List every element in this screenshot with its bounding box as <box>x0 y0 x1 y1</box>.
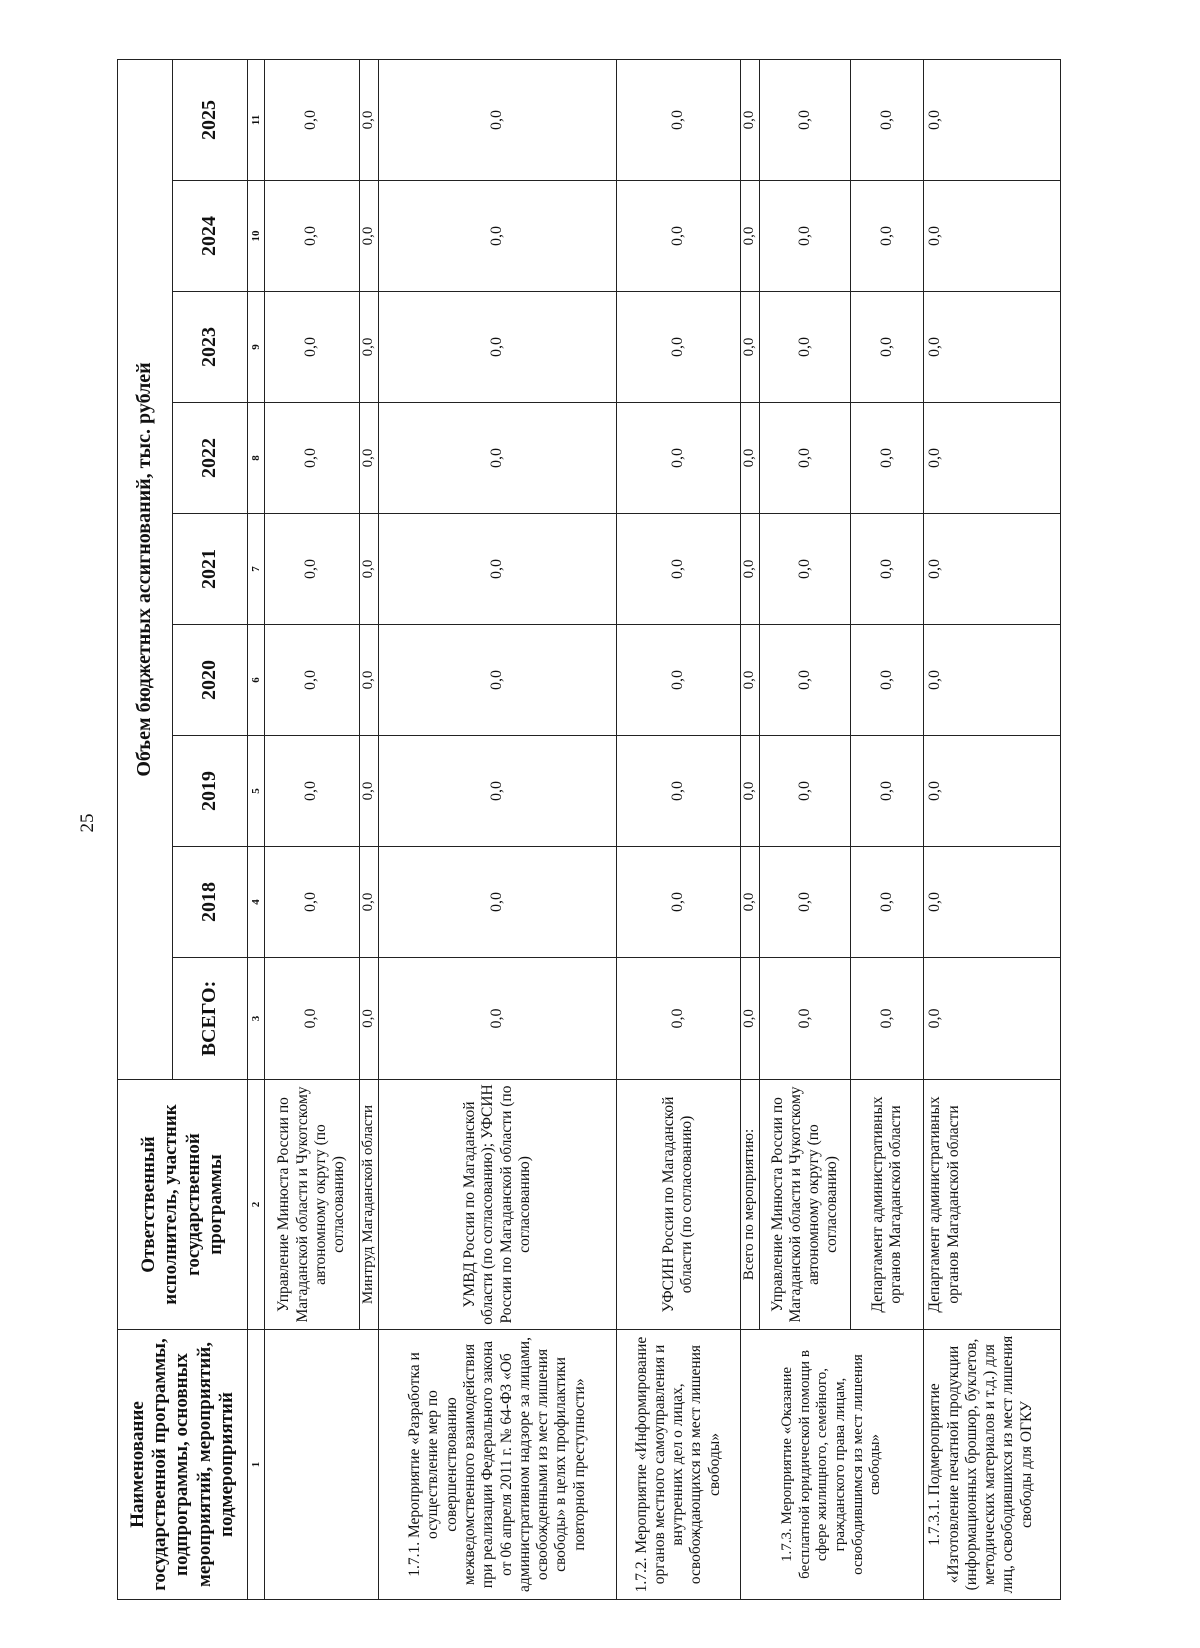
row-value: 0,0 <box>740 181 760 292</box>
row-value: 0,0 <box>850 514 924 625</box>
row-value: 0,0 <box>740 403 760 514</box>
col-number: 1 <box>248 1330 265 1600</box>
row-value: 0,0 <box>850 292 924 403</box>
row-value: 0,0 <box>265 625 360 736</box>
row-value: 0,0 <box>379 625 616 736</box>
budget-table <box>117 59 1061 1600</box>
row-value: 0,0 <box>924 292 1061 403</box>
row-value: 0,0 <box>740 847 760 958</box>
header-year: 2025 <box>172 59 248 180</box>
header-year: 2019 <box>172 736 248 847</box>
row-value: 0,0 <box>265 736 360 847</box>
row-value: 0,0 <box>616 403 740 514</box>
header-year: 2024 <box>172 181 248 292</box>
row-value: 0,0 <box>265 403 360 514</box>
header-year: 2022 <box>172 403 248 514</box>
row-value: 0,0 <box>265 514 360 625</box>
row-value: 0,0 <box>760 847 850 958</box>
row-value: 0,0 <box>924 514 1061 625</box>
row-value: 0,0 <box>359 736 379 847</box>
row-value: 0,0 <box>850 59 924 180</box>
col-number: 10 <box>248 181 265 292</box>
col-number: 7 <box>248 514 265 625</box>
row-value: 0,0 <box>616 958 740 1080</box>
table-row <box>740 59 760 1599</box>
col-number: 4 <box>248 847 265 958</box>
row-value: 0,0 <box>760 514 850 625</box>
col-number: 11 <box>248 59 265 180</box>
row-value: 0,0 <box>265 181 360 292</box>
row-value: 0,0 <box>265 292 360 403</box>
row-value: 0,0 <box>850 403 924 514</box>
row-value: 0,0 <box>924 625 1061 736</box>
header-col2: Ответственный исполнитель, участник государственной программы <box>118 1080 248 1330</box>
row-value: 0,0 <box>379 181 616 292</box>
row-value: 0,0 <box>760 59 850 180</box>
row-value: 0,0 <box>265 847 360 958</box>
row-value: 0,0 <box>740 292 760 403</box>
row-value: 0,0 <box>359 958 379 1080</box>
col-number: 6 <box>248 625 265 736</box>
row-value: 0,0 <box>760 403 850 514</box>
row-executor: Минтруд Магаданской области <box>359 1080 379 1330</box>
table-row <box>379 59 616 1599</box>
rotated-table-container <box>117 60 1061 1600</box>
row-value: 0,0 <box>850 625 924 736</box>
row-value: 0,0 <box>359 292 379 403</box>
row-name: 1.7.3.1. Подмероприятие «Изготовление печатной продукции (информационных брошюр, буклетов, методических материалов и т.д.) для лиц, освободившихся из мест лишения свободы для ОГКУ <box>924 1330 1061 1600</box>
row-value: 0,0 <box>265 59 360 180</box>
header-year: 2020 <box>172 625 248 736</box>
row-value: 0,0 <box>760 292 850 403</box>
col-number: 8 <box>248 403 265 514</box>
row-value: 0,0 <box>616 181 740 292</box>
row-value: 0,0 <box>359 59 379 180</box>
row-executor: Управление Минюста России по Магаданской области и Чукотскому автономному округу (по согласованию) <box>760 1080 850 1330</box>
row-name: 1.7.2. Мероприятие «Информирование органов местного самоуправления и внутренних дел о лицах, освобождающихся из мест лишения свободы» <box>616 1330 740 1600</box>
row-executor: УМВД России по Магаданской области (по согласованию); УФСИН России по Магаданской области (по согласованию) <box>379 1080 616 1330</box>
row-value: 0,0 <box>359 847 379 958</box>
row-value: 0,0 <box>616 514 740 625</box>
row-executor: Управление Минюста России по Магаданской области и Чукотскому автономному округу (по согласованию) <box>265 1080 360 1330</box>
row-value: 0,0 <box>924 958 1061 1080</box>
header-year: 2021 <box>172 514 248 625</box>
row-value: 0,0 <box>359 514 379 625</box>
col-number: 3 <box>248 958 265 1080</box>
row-value: 0,0 <box>924 847 1061 958</box>
row-value: 0,0 <box>616 292 740 403</box>
table-row <box>924 59 1061 1599</box>
row-value: 0,0 <box>850 958 924 1080</box>
row-value: 0,0 <box>740 59 760 180</box>
row-value: 0,0 <box>265 958 360 1080</box>
row-value: 0,0 <box>379 292 616 403</box>
table-row <box>616 59 740 1599</box>
row-value: 0,0 <box>379 59 616 180</box>
row-value: 0,0 <box>379 514 616 625</box>
row-value: 0,0 <box>924 736 1061 847</box>
row-value: 0,0 <box>616 736 740 847</box>
row-value: 0,0 <box>760 181 850 292</box>
col-number: 5 <box>248 736 265 847</box>
row-value: 0,0 <box>359 403 379 514</box>
header-year: 2023 <box>172 292 248 403</box>
row-value: 0,0 <box>760 625 850 736</box>
row-value: 0,0 <box>740 736 760 847</box>
row-value: 0,0 <box>379 736 616 847</box>
row-name: 1.7.3. Мероприятие «Оказание бесплатной юридической помощи в сфере жилищного, семейного, гражданского права лицам, освободившимся из мест лишения свободы» <box>740 1330 924 1600</box>
row-value: 0,0 <box>359 625 379 736</box>
row-value: 0,0 <box>616 59 740 180</box>
row-value: 0,0 <box>924 59 1061 180</box>
row-value: 0,0 <box>379 847 616 958</box>
header-budget: Объем бюджетных ассигнований, тыс. рублей <box>118 59 173 1079</box>
row-value: 0,0 <box>740 625 760 736</box>
row-value: 0,0 <box>850 847 924 958</box>
header-total: ВСЕГО: <box>172 958 248 1080</box>
row-value: 0,0 <box>850 736 924 847</box>
header-year: 2018 <box>172 847 248 958</box>
row-value: 0,0 <box>924 403 1061 514</box>
row-name <box>265 1330 379 1600</box>
row-executor: Департамент административных органов Магаданской области <box>924 1080 1061 1330</box>
row-value: 0,0 <box>760 736 850 847</box>
row-value: 0,0 <box>924 181 1061 292</box>
row-value: 0,0 <box>379 958 616 1080</box>
page-number: 25 <box>77 813 98 833</box>
row-value: 0,0 <box>359 181 379 292</box>
header-col1: Наименование государственной программы, подпрограммы, основных мероприятий, мероприятий, подмероприятий <box>118 1330 248 1600</box>
row-value: 0,0 <box>616 847 740 958</box>
row-value: 0,0 <box>760 958 850 1080</box>
row-value: 0,0 <box>379 403 616 514</box>
row-value: 0,0 <box>740 958 760 1080</box>
row-value: 0,0 <box>850 181 924 292</box>
row-value: 0,0 <box>740 514 760 625</box>
row-executor: УФСИН России по Магаданской области (по согласованию) <box>616 1080 740 1330</box>
row-executor: Всего по мероприятию: <box>740 1080 760 1330</box>
row-value: 0,0 <box>616 625 740 736</box>
table-row <box>265 59 360 1599</box>
col-number: 9 <box>248 292 265 403</box>
col-number: 2 <box>248 1080 265 1330</box>
row-executor: Департамент административных органов Магаданской области <box>850 1080 924 1330</box>
row-name: 1.7.1. Мероприятие «Разработка и осуществление мер по совершенствованию межведомственного взаимодействия при реализации Федерального закона от 06 апреля 2011 г. № 64-ФЗ «Об административном надзоре за лицами, освобожденными из мест лишения свободы» в целях профилактики повторной преступности» <box>379 1330 616 1600</box>
